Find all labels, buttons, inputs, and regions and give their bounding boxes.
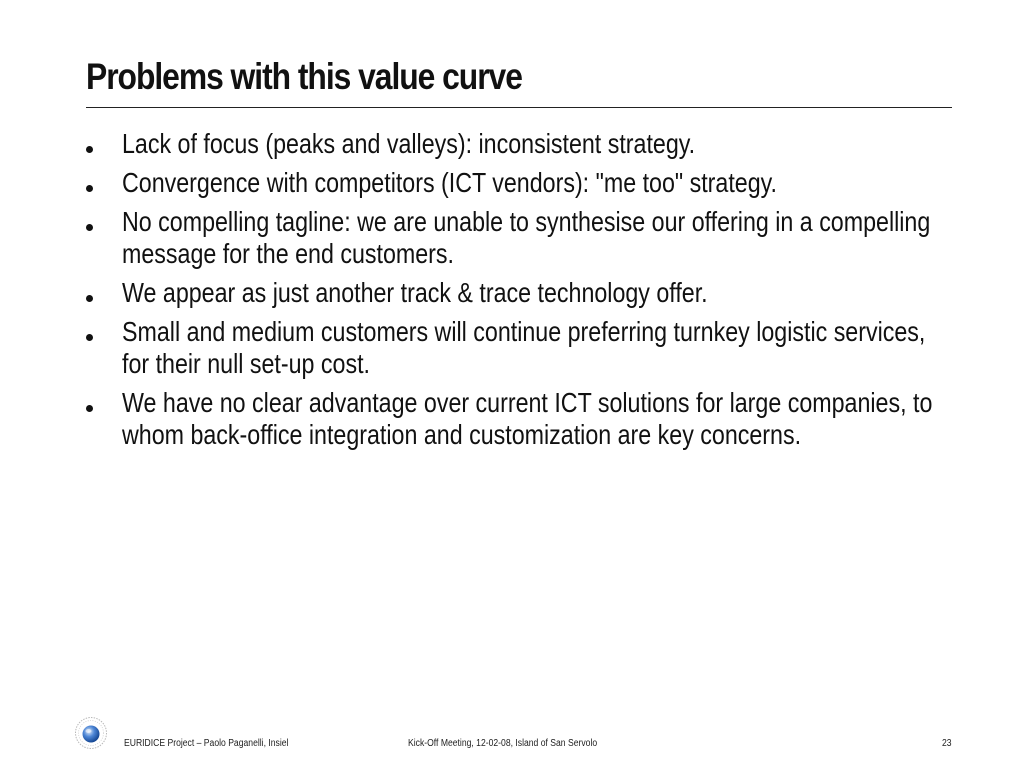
euridice-globe-logo-icon [74,716,108,750]
bullet-list [82,128,1022,458]
bullet-icon [86,146,93,153]
slide-footer [0,712,1024,762]
bullet-text: No compelling tagline: we are unable to synthesise our offering in a compelling message for the end customers. [122,206,931,269]
bullet-item [82,206,1022,270]
page-number: 23 [942,738,952,749]
bullet-item [82,387,1022,451]
bullet-text: Lack of focus (peaks and valleys): inconsistent strategy. [122,128,696,159]
footer-project-credit: EURIDICE Project – Paolo Paganelli, Insiel [124,738,289,749]
bullet-icon [86,185,93,192]
title-divider [86,107,952,108]
bullet-icon [86,405,93,412]
bullet-text: Small and medium customers will continue preferring turnkey logistic services, for their null set-up cost. [122,316,926,379]
footer-meeting-info: Kick-Off Meeting, 12-02-08, Island of San Servolo [408,738,598,749]
bullet-icon [86,295,93,302]
bullet-item [82,316,1022,380]
bullet-text: Convergence with competitors (ICT vendors): "me too" strategy. [122,167,777,198]
bullet-item [82,128,1022,160]
bullet-text: We have no clear advantage over current ICT solutions for large companies, to whom back-office integration and customization are key concerns. [122,387,933,450]
bullet-icon [86,224,93,231]
bullet-text: We appear as just another track & trace technology offer. [122,277,708,308]
bullet-item [82,277,1022,309]
bullet-item [82,167,1022,199]
slide-title: Problems with this value curve [86,56,522,97]
bullet-icon [86,334,93,341]
